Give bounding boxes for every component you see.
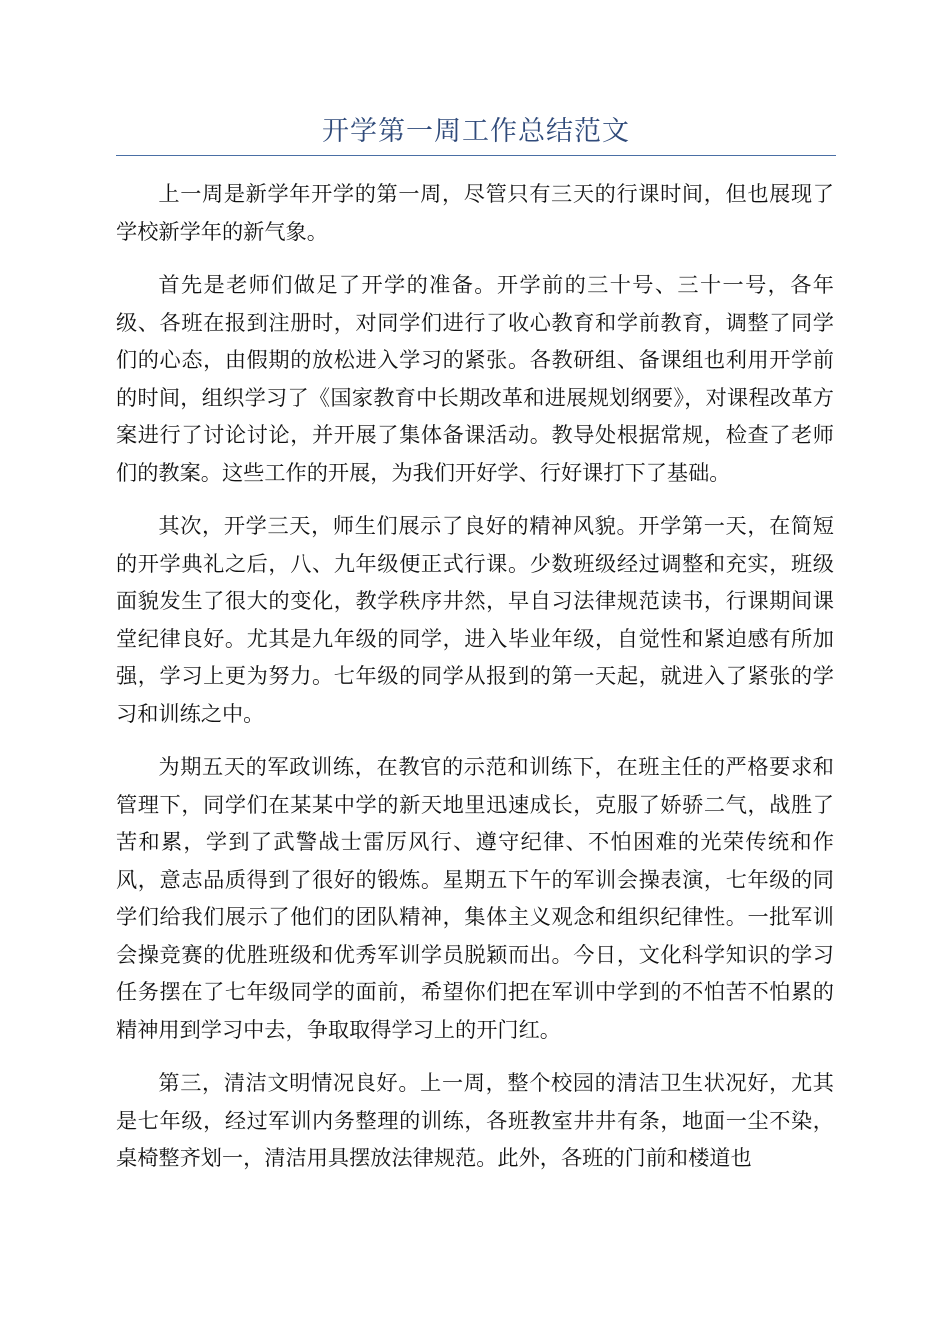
paragraph-5: 第三，清洁文明情况良好。上一周，整个校园的清洁卫生状况好，尤其是七年级，经过军训内务整理的训练，各班教室井井有条，地面一尘不染，桌椅整齐划一，清洁用具摆放法律规范。此外，各班的门前和楼道也 (116, 1070, 834, 1170)
title-underline (116, 155, 836, 156)
paragraph-2: 首先是老师们做足了开学的准备。开学前的三十号、三十一号，各年级、各班在报到注册时，对同学们进行了收心教育和学前教育，调整了同学们的心态，由假期的放松进入学习的紧张。各教研组、备课组也利用开学前的时间，组织学习了《国家教育中长期改革和进展规划纲要》，对课程改革方案进行了讨论讨论，并开展了集体备课活动。教导处根据常规，检查了老师们的教案。这些工作的开展，为我们开好学、行好课打下了基础。 (116, 272, 834, 485)
paragraph-3: 其次，开学三天，师生们展示了良好的精神风貌。开学第一天，在简短的开学典礼之后，八、九年级便正式行课。少数班级经过调整和充实，班级面貌发生了很大的变化，教学秩序井然，早自习法律规范读书，行课期间课堂纪律良好。尤其是九年级的同学，进入毕业年级，自觉性和紧迫感有所加强，学习上更为努力。七年级的同学从报到的第一天起，就进入了紧张的学习和训练之中。 (116, 513, 834, 726)
paragraph-1: 上一周是新学年开学的第一周，尽管只有三天的行课时间，但也展现了学校新学年的新气象。 (116, 181, 834, 244)
document-body (116, 175, 834, 1193)
paragraph-4: 为期五天的军政训练，在教官的示范和训练下，在班主任的严格要求和管理下，同学们在某某中学的新天地里迅速成长，克服了娇骄二气，战胜了苦和累，学到了武警战士雷厉风行、遵守纪律、不怕困难的光荣传统和作风，意志品质得到了很好的锻炼。星期五下午的军训会操表演，七年级的同学们给我们展示了他们的团队精神，集体主义观念和组织纪律性。一批军训会操竞赛的优胜班级和优秀军训学员脱颖而出。今日，文化科学知识的学习任务摆在了七年级同学的面前，希望你们把在军训中学到的不怕苦不怕累的精神用到学习中去，争取取得学习上的开门红。 (116, 754, 834, 1042)
document-title: 开学第一周工作总结范文 (322, 116, 630, 147)
